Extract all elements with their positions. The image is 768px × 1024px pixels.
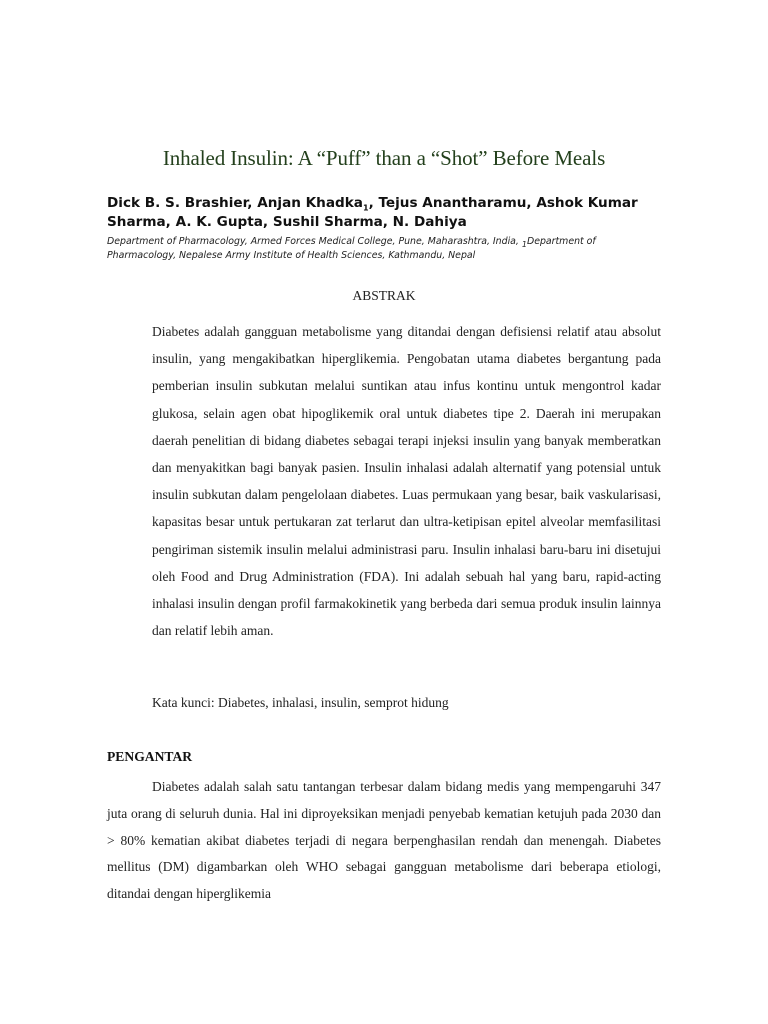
section-heading-introduction: PENGANTAR bbox=[107, 749, 193, 764]
authors-text-2: , Tejus Anantharamu, Ashok Kumar Sharma, A. K. Gupta, Sushil Sharma, N. Dahiya bbox=[107, 195, 638, 230]
keywords: Kata kunci: Diabetes, inhalasi, insulin, semprot hidung bbox=[152, 695, 449, 710]
abstract-heading: ABSTRAK bbox=[352, 288, 416, 303]
authors-text-1: Dick B. S. Brashier, Anjan Khadka bbox=[107, 195, 363, 211]
paper-title: Inhaled Insulin: A “Puff” than a “Shot” Before Meals bbox=[162, 146, 606, 170]
affiliations bbox=[107, 235, 667, 262]
author-affiliation-mark: 1 bbox=[362, 203, 369, 213]
introduction-body: Diabetes adalah salah satu tantangan terbesar dalam bidang medis yang mempengaruhi 347 juta orang di seluruh dunia. Hal ini diproyeksikan menjadi penyebab kematian ketujuh pada 2030 dan > 80% kematian akibat diabetes terjadi di negara berpenghasilan rendah dan menengah. Diabetes mellitus (DM) digambarkan oleh WHO sebagai gangguan metabolisme dari beberapa etiologi, ditandai dengan hiperglikemia bbox=[107, 779, 661, 902]
affiliation-mark: 1 bbox=[521, 239, 527, 249]
author-list bbox=[107, 194, 667, 232]
affiliation-text-2: Department of Pharmacology, Nepalese Army Institute of Health Sciences, Kathmandu, Nepal bbox=[107, 236, 596, 261]
abstract-body: Diabetes adalah gangguan metabolisme yang ditandai dengan defisiensi relatif atau absolut insulin, yang mengakibatkan hiperglikemia. Pengobatan utama diabetes bergantung pada pemberian insulin subkutan melalui suntikan atau infus kontinu untuk mengontrol kadar glukosa, selain agen obat hipoglikemik oral untuk diabetes tipe 2. Daerah ini merupakan daerah penelitian di bidang diabetes sebagai terapi injeksi insulin yang banyak memberatkan dan menyakitkan bagi banyak pasien. Insulin inhalasi adalah alternatif yang potensial untuk insulin subkutan dalam pengelolaan diabetes. Luas permukaan yang besar, baik vaskularisasi, kapasitas besar untuk pertukaran zat terlarut dan ultra-ketipisan epitel alveolar memfasilitasi pengiriman sistemik insulin melalui administrasi paru. Insulin inhalasi baru-baru ini disetujui oleh Food and Drug Administration (FDA). Ini adalah sebuah hal yang baru, rapid-acting inhalasi insulin dengan profil farmakokinetik yang berbeda dari semua produk insulin lainnya dan relatif lebih aman. bbox=[152, 324, 661, 639]
affiliation-text-1: Department of Pharmacology, Armed Forces Medical College, Pune, Maharashtra, India, bbox=[107, 236, 522, 247]
